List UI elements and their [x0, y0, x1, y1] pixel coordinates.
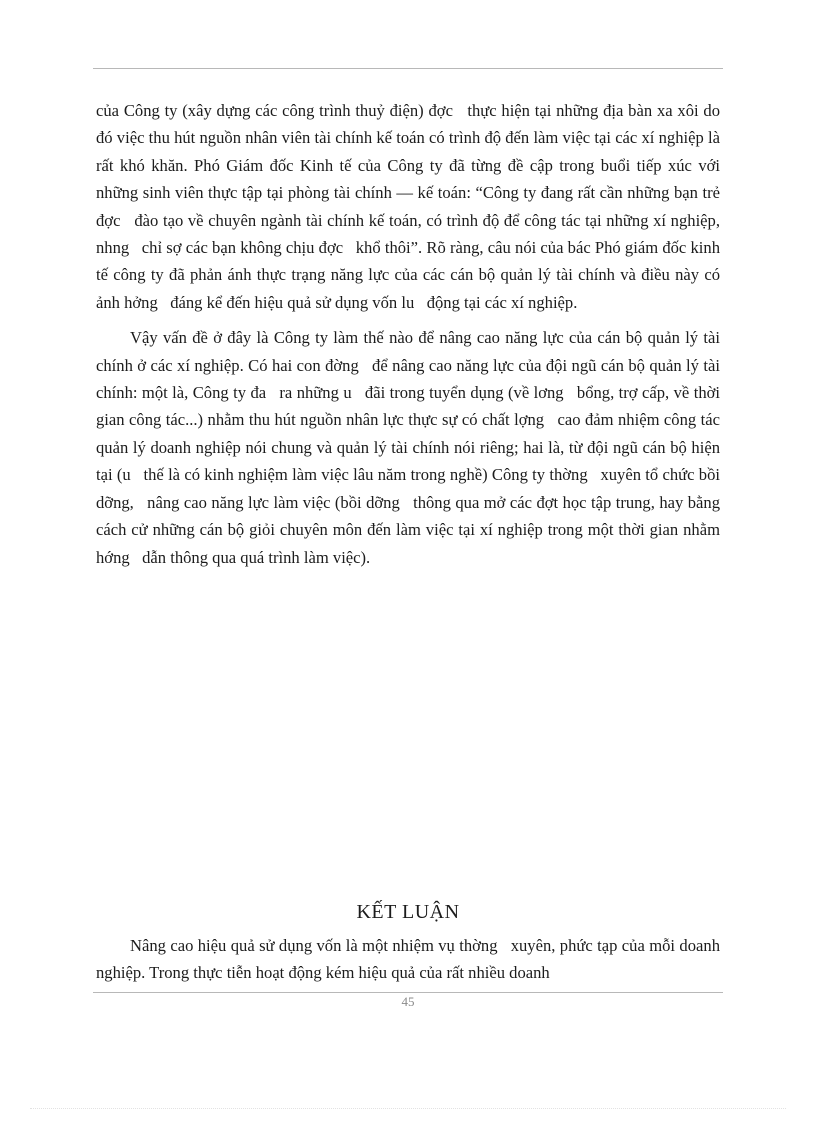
conclusion-paragraph: Nâng cao hiệu quả sử dụng vốn là một nhiệm vụ thờng xuyên, phức tạp của mỗi doanh nghiệp. Trong thực tiễn hoạt động kém hiệu quả của rất nhiều doanh — [96, 936, 725, 983]
conclusion-section — [96, 932, 725, 987]
header-rule — [93, 68, 723, 69]
page-edge-rule — [30, 1108, 786, 1109]
body-paragraph: Vậy vấn đề ở đây là Công ty làm thế nào để nâng cao năng lực của cán bộ quản lý tài chính ở các xí nghiệp. Có hai con đờng để nâng cao năng lực của đội ngũ cán bộ quản lý tài chính: một là, Công ty đa ra những u đãi trong tuyển dụng (về lơng bổng, trợ cấp, về thời gian công tác...) nhằm thu hút nguồn nhân lực thực sự có chất lợng cao đảm nhiệm công tác quản lý doanh nghiệp nói chung và quản lý tài chính nói riêng; hai là, từ đội ngũ cán bộ hiện tại (u thế là có kinh nghiệm làm việc lâu năm trong nghề) Công ty thờng xuyên tổ chức bồi dỡng, nâng cao năng lực làm việc (bồi dỡng thông qua mở các đợt học tập trung, hay bằng cách cử những cán bộ giỏi chuyên môn đến làm việc tại xí nghiệp trong một thời gian nhằm hớng dẫn thông qua quá trình làm việc). — [96, 328, 725, 567]
page-number: 45 — [401, 994, 415, 1009]
document-body — [96, 97, 725, 571]
footer-rule — [93, 992, 723, 993]
body-paragraph: của Công ty (xây dựng các công trình thuỷ điện) đợc thực hiện tại những địa bàn xa xôi do đó việc thu hút nguồn nhân viên tài chính kế toán có trình độ đến làm việc tại các xí nghiệp là rất khó khăn. Phó Giám đốc Kinh tế của Công ty đã từng đề cập trong buổi tiếp xúc với những sinh viên thực tập tại phòng tài chính — kế toán: “Công ty đang rất cần những bạn trẻ đợc đào tạo về chuyên ngành tài chính kế toán, có trình độ để công tác tại những xí nghiệp, nhng chỉ sợ các bạn không chịu đợc khổ thôi”. Rõ ràng, câu nói của bác Phó giám đốc kinh tế công ty đã phản ánh thực trạng năng lực của các cán bộ quản lý tài chính và điều này có ảnh hởng đáng kể đến hiệu quả sử dụng vốn lu động tại các xí nghiệp. — [96, 101, 725, 312]
conclusion-heading: KẾT LUẬN — [356, 901, 460, 923]
